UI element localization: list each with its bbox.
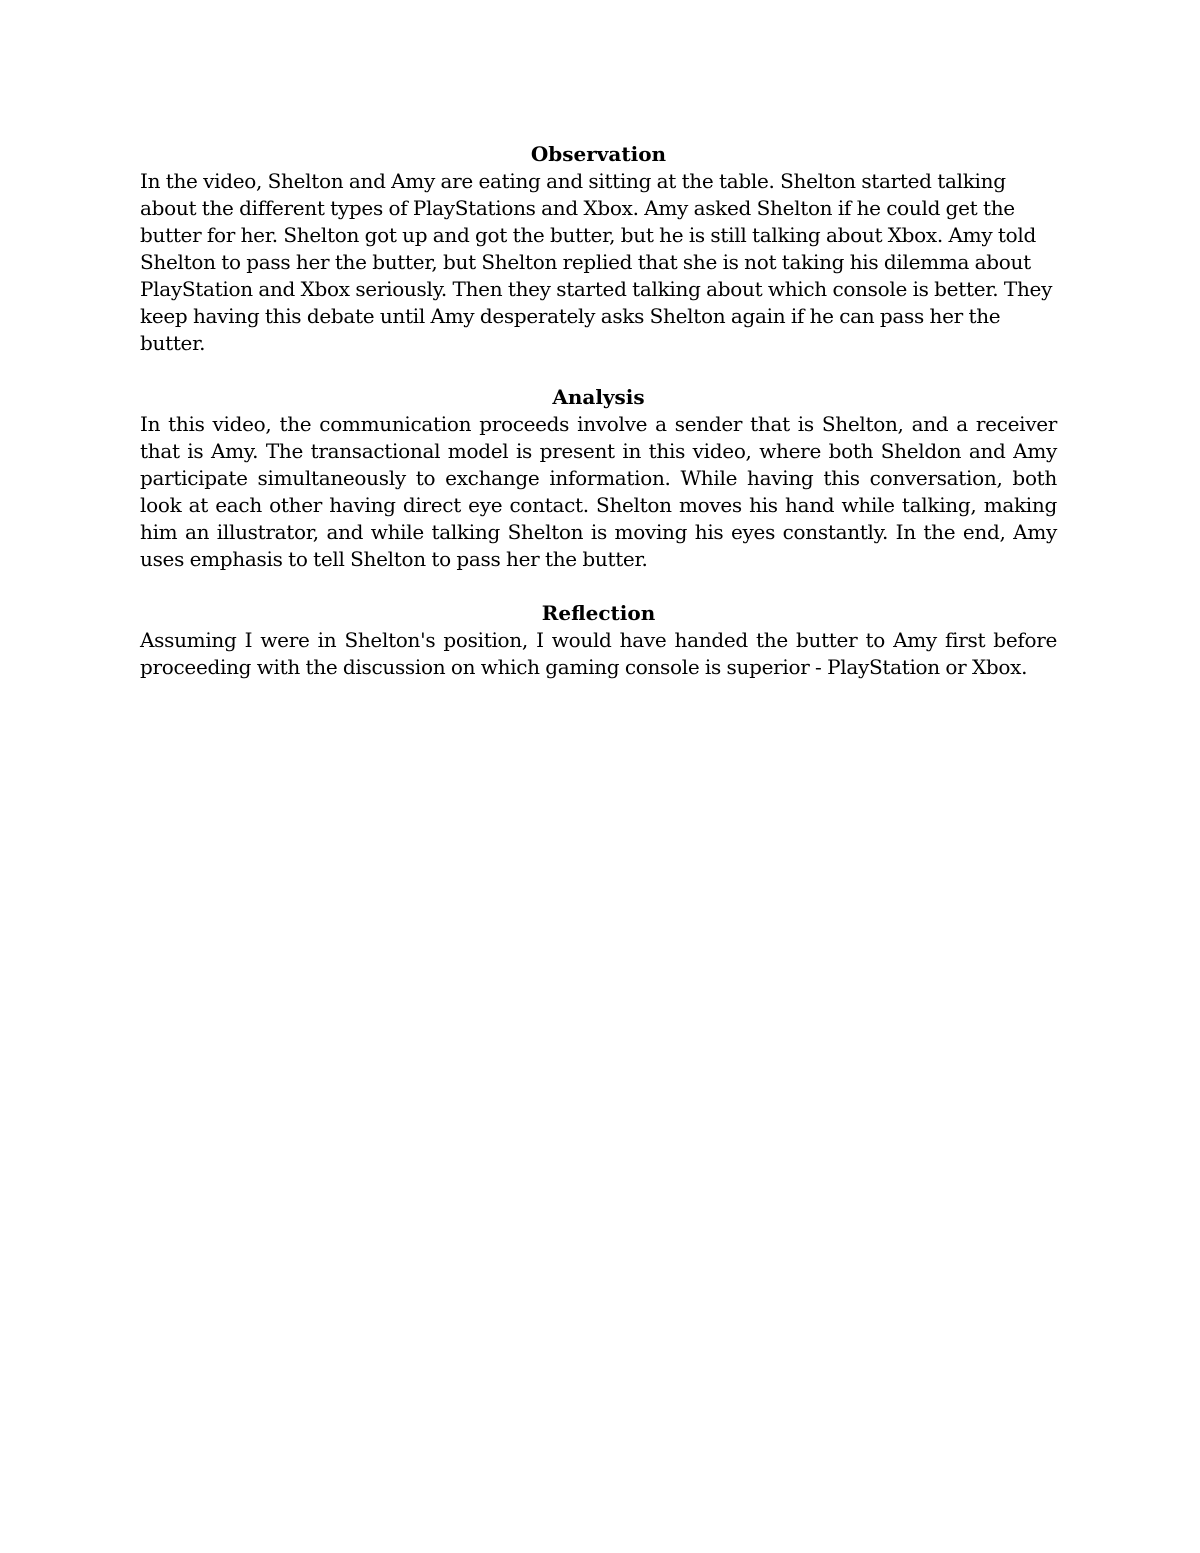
reflection-paragraph: Assuming I were in Shelton's position, I would have handed the butter to Amy first before proceeding with the discussion on which gaming console is superior - PlayStation or Xbox. xyxy=(140,628,1057,679)
analysis-paragraph: In this video, the communication proceeds involve a sender that is Shelton, and a receiver that is Amy. The transactional model is present in this video, where both Sheldon and Amy participate simultaneously to exchange information. While having this conversation, both look at each other having direct eye contact. Shelton moves his hand while talking, making him an illustrator, and while talking Shelton is moving his eyes constantly. In the end, Amy uses emphasis to tell Shelton to pass her the butter. xyxy=(140,412,1057,571)
observation-heading: Observation xyxy=(530,142,667,166)
document-page xyxy=(140,141,1057,708)
reflection-section xyxy=(140,600,1057,681)
observation-paragraph: In the video, Shelton and Amy are eating and sitting at the table. Shelton started talking about the different types of PlayStations and Xbox. Amy asked Shelton if he could get the butter for her. Shelton got up and got the butter, but he is still talking about Xbox. Amy told Shelton to pass her the butter, but Shelton replied that she is not taking his dilemma about PlayStation and Xbox seriously. Then they started talking about which console is better. They keep having this debate until Amy desperately asks Shelton again if he can pass her the butter. xyxy=(140,169,1053,355)
observation-section xyxy=(140,141,1057,357)
analysis-section xyxy=(140,384,1057,573)
analysis-heading: Analysis xyxy=(552,385,645,409)
reflection-heading: Reflection xyxy=(541,601,656,625)
